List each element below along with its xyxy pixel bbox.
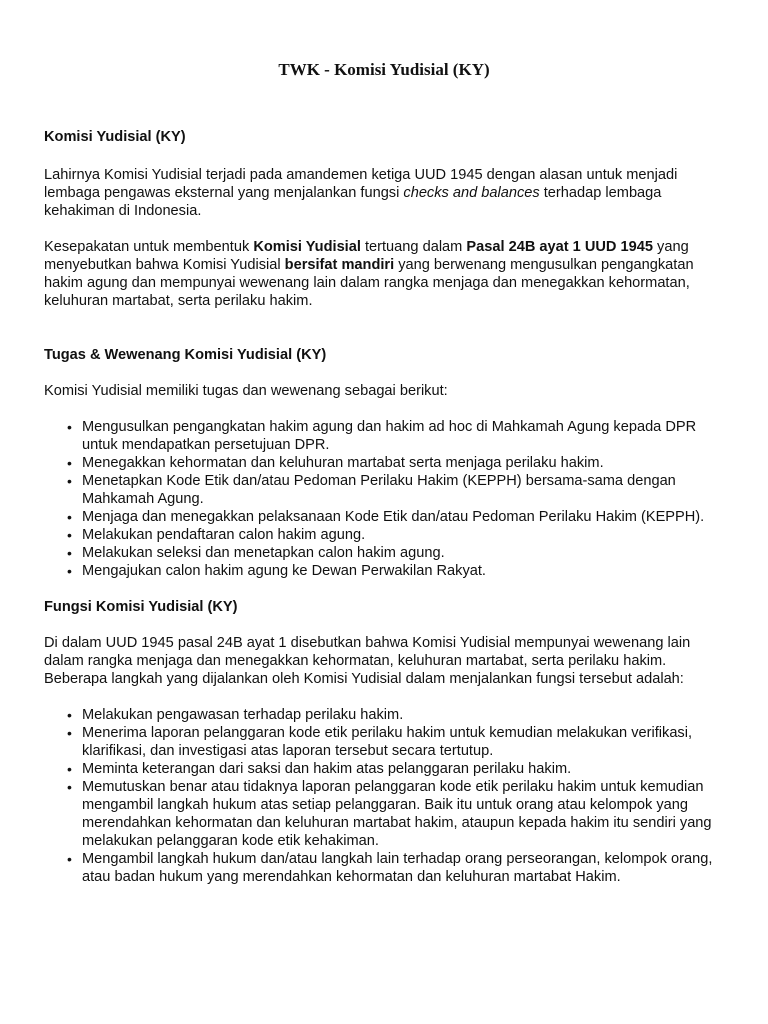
paragraph-lahirnya [44, 166, 724, 220]
list-item: • Mengambil langkah hukum dan/atau langkah lain terhadap orang perseorangan, kelompok orang, atau badan hukum yang merendahkan kehormatan dan keluhuran martabat Hakim. [44, 850, 724, 886]
section-heading-tugas-wewenang: Tugas & Wewenang Komisi Yudisial (KY) [44, 347, 327, 363]
italic-term: checks and balances [403, 185, 540, 201]
list-item: • Menetapkan Kode Etik dan/atau Pedoman Perilaku Hakim (KEPPH) bersama-sama dengan Mahkamah Agung. [44, 472, 724, 508]
paragraph-tugas-intro: Komisi Yudisial memiliki tugas dan wewenang sebagai berikut: [44, 383, 448, 399]
fungsi-list [44, 706, 724, 886]
text-run: yang berwenang mengusulkan pengangkatan hakim agung dan mempunyai wewenang lain dalam rangka menjaga dan menegakkan kehormatan, keluhuran martabat, serta perilaku hakim. [44, 257, 694, 309]
paragraph-fungsi-intro: Di dalam UUD 1945 pasal 24B ayat 1 disebutkan bahwa Komisi Yudisial mempunyai wewenang lain dalam rangka menjaga dan menegakkan kehormatan, keluhuran martabat, serta perilaku hakim. Beberapa langkah yang dijalankan oleh Komisi Yudisial dalam menjalankan fungsi tersebut adalah: [44, 635, 691, 687]
section-heading-komisi-yudisial: Komisi Yudisial (KY) [44, 129, 186, 145]
bold-term: Komisi Yudisial [253, 239, 361, 255]
list-item: • Memutuskan benar atau tidaknya laporan pelanggaran kode etik perilaku hakim untuk kemudian mengambil langkah hukum atas setiap pelanggaran. Baik itu untuk orang atau kelompok yang merendahkan kehormatan dan keluhuran martabat hakim, ataupun kepada hakim itu sendiri yang melakukan pelanggaran kode etik kehakiman. [44, 778, 724, 850]
text-run: yang menyebutkan bahwa Komisi Yudisial [44, 239, 689, 273]
list-item: • Melakukan seleksi dan menetapkan calon hakim agung. [44, 544, 724, 562]
text-run: Lahirnya Komisi Yudisial terjadi pada amandemen ketiga UUD 1945 dengan alasan untuk menjadi lembaga pengawas eksternal yang menjalankan fungsi [44, 167, 678, 201]
bold-term: bersifat mandiri [284, 257, 395, 273]
tugas-list [44, 418, 724, 580]
list-item: • Melakukan pengawasan terhadap perilaku hakim. [44, 706, 724, 724]
list-item: • Meminta keterangan dari saksi dan hakim atas pelanggaran perilaku hakim. [44, 760, 724, 778]
list-item: • Menerima laporan pelanggaran kode etik perilaku hakim untuk kemudian melakukan verifikasi, klarifikasi, dan investigasi atas laporan tersebut secara tertutup. [44, 724, 724, 760]
document-title: TWK - Komisi Yudisial (KY) [278, 60, 490, 79]
list-item: • Melakukan pendaftaran calon hakim agung. [44, 526, 724, 544]
paragraph-kesepakatan [44, 238, 724, 310]
list-item: • Menjaga dan menegakkan pelaksanaan Kode Etik dan/atau Pedoman Perilaku Hakim (KEPPH). [44, 508, 724, 526]
text-run: Kesepakatan untuk membentuk [44, 239, 254, 255]
list-item: • Menegakkan kehormatan dan keluhuran martabat serta menjaga perilaku hakim. [44, 454, 724, 472]
text-run: terhadap lembaga kehakiman di Indonesia. [44, 185, 662, 219]
list-item: • Mengusulkan pengangkatan hakim agung dan hakim ad hoc di Mahkamah Agung kepada DPR untuk mendapatkan persetujuan DPR. [44, 418, 724, 454]
section-heading-fungsi: Fungsi Komisi Yudisial (KY) [44, 599, 238, 615]
bold-term: Pasal 24B ayat 1 UUD 1945 [466, 239, 653, 255]
list-item: • Mengajukan calon hakim agung ke Dewan Perwakilan Rakyat. [44, 562, 724, 580]
text-run: tertuang dalam [360, 239, 467, 255]
